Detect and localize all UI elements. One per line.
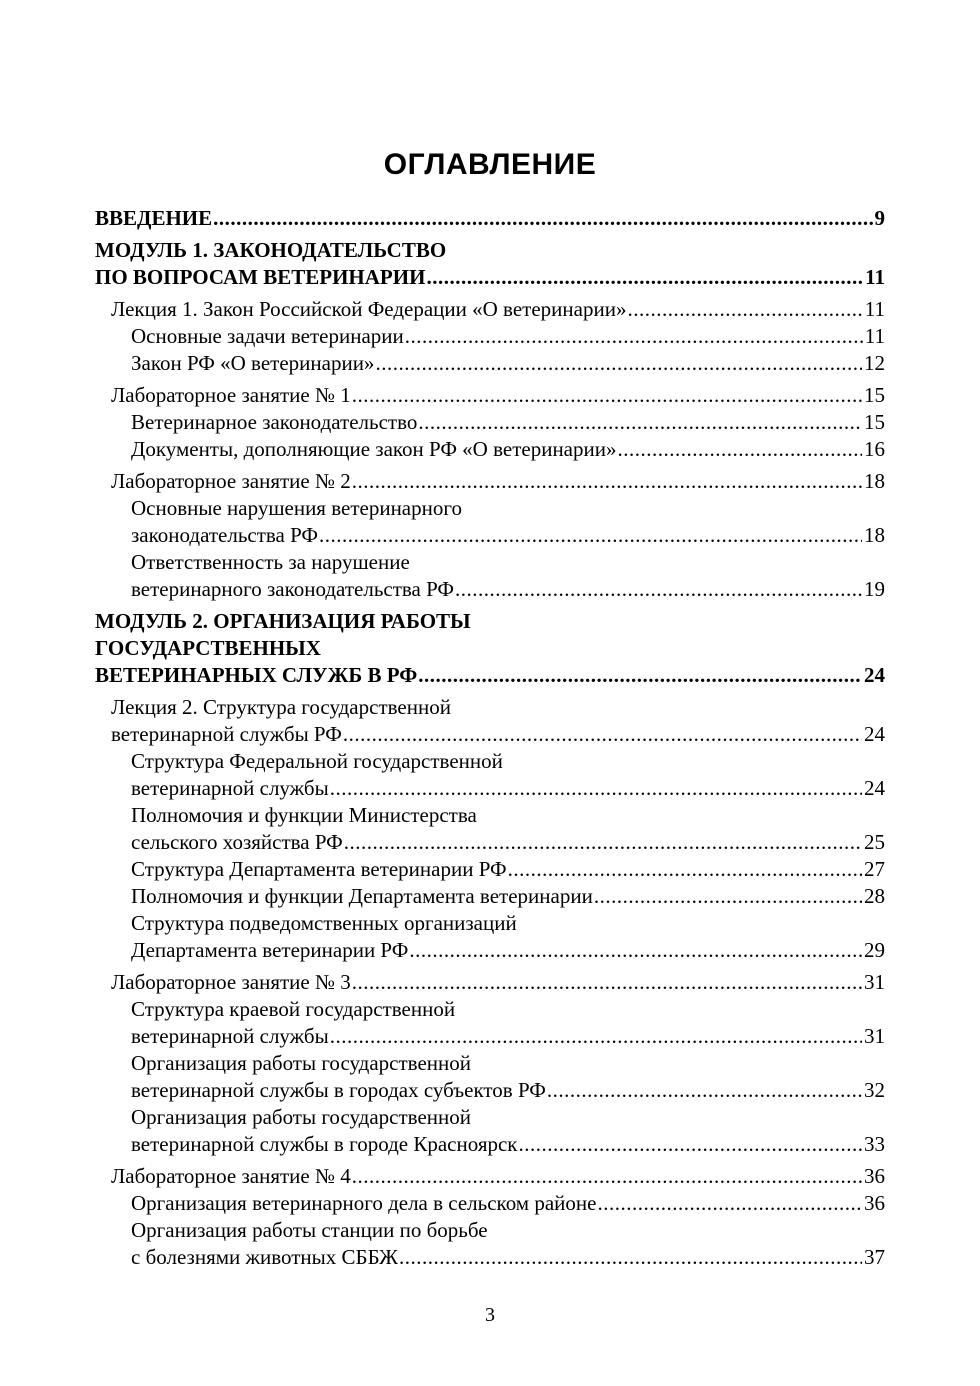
toc-entry — [95, 608, 885, 689]
toc-entry — [95, 969, 885, 996]
toc-entry-text: ГОСУДАРСТВЕННЫХ — [95, 636, 321, 660]
toc-entry-page: 18 — [864, 523, 885, 547]
toc-entry-page: 31 — [864, 1024, 885, 1048]
toc-entry-text: МОДУЛЬ 1. ЗАКОНОДАТЕЛЬСТВО — [95, 238, 447, 262]
toc-entry — [95, 296, 885, 323]
toc-entry-page: 24 — [864, 663, 885, 687]
toc-entry-text: Лабораторное занятие № 1 — [111, 383, 351, 407]
toc-entry — [95, 1217, 885, 1271]
toc-entry — [95, 382, 885, 409]
toc-entry-text: ветеринарной службы в городах субъектов РФ — [131, 1078, 546, 1102]
toc-entry — [95, 1104, 885, 1158]
toc-entry — [95, 237, 885, 291]
toc-entry — [95, 1050, 885, 1104]
toc-entry-page: 27 — [864, 857, 885, 881]
toc-entry-text: ветеринарной службы в городе Красноярск — [131, 1132, 518, 1156]
toc-entry-page: 19 — [864, 577, 885, 601]
toc-entry-page: 32 — [864, 1078, 885, 1102]
toc-entry — [95, 694, 885, 748]
dot-leader — [344, 829, 862, 856]
toc-entry-text: Организация ветеринарного дела в сельском районе — [131, 1191, 597, 1215]
toc-entry-text: ВВЕДЕНИЕ — [95, 206, 213, 230]
dot-leader — [426, 264, 863, 291]
toc-entry-text: ВЕТЕРИНАРНЫХ СЛУЖБ В РФ — [95, 663, 418, 687]
toc-entry-page: 36 — [864, 1164, 885, 1188]
dot-leader — [597, 1190, 862, 1217]
dot-leader — [330, 1023, 862, 1050]
dot-leader — [594, 883, 862, 910]
page-title: ОГЛАВЛЕНИЕ — [383, 148, 597, 181]
toc-entry — [95, 856, 885, 883]
toc-entry-page: 33 — [864, 1132, 885, 1156]
dot-leader — [519, 1131, 862, 1158]
toc-entry-page: 9 — [874, 206, 885, 230]
dot-leader — [405, 323, 863, 350]
toc-entry-text: законодательства РФ — [131, 523, 319, 547]
dot-leader — [617, 436, 862, 463]
toc-entry — [95, 495, 885, 549]
toc-entry-page: 37 — [864, 1245, 885, 1269]
toc-entry-text: Организация работы станции по борьбе — [131, 1218, 488, 1242]
toc-entry-text: Основные нарушения ветеринарного — [131, 496, 462, 520]
toc-entry — [95, 409, 885, 436]
dot-leader — [547, 1077, 862, 1104]
toc-entry-page: 11 — [864, 297, 885, 321]
toc-entry-text: с болезнями животных СББЖ — [131, 1245, 398, 1269]
toc-entry — [95, 468, 885, 495]
toc-entry-text: Лекция 2. Структура государственной — [111, 695, 451, 719]
toc-entry — [95, 436, 885, 463]
toc-entry-text: Основные задачи ветеринарии — [131, 324, 404, 348]
toc-entry-page: 36 — [864, 1191, 885, 1215]
toc-entry — [95, 802, 885, 856]
dot-leader — [343, 721, 862, 748]
toc-entry-text: Структура подведомственных организаций — [131, 911, 517, 935]
dot-leader — [508, 856, 862, 883]
toc-entry-text: Организация работы государственной — [131, 1105, 472, 1129]
toc-entry-text: Лабораторное занятие № 2 — [111, 469, 351, 493]
toc-entry — [95, 1163, 885, 1190]
page-number: 3 — [485, 1304, 495, 1326]
toc-entry-text: Структура Федеральной государственной — [131, 749, 503, 773]
dot-leader — [330, 775, 862, 802]
toc-entry-page: 15 — [864, 383, 885, 407]
toc-entry-text: Департамента ветеринарии РФ — [131, 938, 409, 962]
toc-entry-text: Полномочия и функции Департамента ветеринарии — [131, 884, 593, 908]
dot-leader — [352, 969, 862, 996]
dot-leader — [352, 382, 862, 409]
toc-entry-text: Ответственность за нарушение — [131, 550, 410, 574]
table-of-contents — [95, 205, 885, 1271]
toc-entry-text: Закон РФ «О ветеринарии» — [131, 351, 375, 375]
dot-leader — [409, 937, 862, 964]
toc-entry-text: Полномочия и функции Министерства — [131, 803, 477, 827]
toc-entry-page: 31 — [864, 970, 885, 994]
toc-entry-text: Лабораторное занятие № 4 — [111, 1164, 351, 1188]
toc-entry-text: Документы, дополняющие закон РФ «О ветеринарии» — [131, 437, 617, 461]
toc-entry-text: ветеринарной службы — [131, 1024, 329, 1048]
toc-entry — [95, 1190, 885, 1217]
toc-entry-page: 11 — [864, 324, 885, 348]
dot-leader — [399, 1244, 862, 1271]
toc-entry-text: ветеринарной службы — [131, 776, 329, 800]
toc-entry-text: ветеринарной службы РФ — [111, 722, 342, 746]
dot-leader — [319, 522, 862, 549]
toc-entry-page: 11 — [865, 265, 885, 289]
toc-entry-page: 24 — [864, 776, 885, 800]
dot-leader — [352, 468, 862, 495]
toc-entry-page: 12 — [864, 351, 885, 375]
toc-entry-text: МОДУЛЬ 2. ОРГАНИЗАЦИЯ РАБОТЫ — [95, 609, 471, 633]
toc-entry-page: 16 — [864, 437, 885, 461]
dot-leader — [352, 1163, 862, 1190]
toc-entry — [95, 748, 885, 802]
toc-entry — [95, 883, 885, 910]
toc-entry-page: 24 — [864, 722, 885, 746]
toc-entry-text: Лекция 1. Закон Российской Федерации «О ветеринарии» — [111, 297, 627, 321]
toc-entry-text: Лабораторное занятие № 3 — [111, 970, 351, 994]
toc-entry — [95, 910, 885, 964]
toc-entry-text: сельского хозяйства РФ — [131, 830, 343, 854]
toc-entry-text: Структура краевой государственной — [131, 997, 456, 1021]
toc-entry-page: 18 — [864, 469, 885, 493]
toc-entry — [95, 549, 885, 603]
toc-entry — [95, 205, 885, 232]
toc-entry-text: ветеринарного законодательства РФ — [131, 577, 455, 601]
dot-leader — [455, 576, 862, 603]
dot-leader — [627, 296, 862, 323]
toc-entry — [95, 350, 885, 377]
toc-entry-text: Ветеринарное законодательство — [131, 410, 418, 434]
dot-leader — [418, 409, 862, 436]
toc-entry-text: Структура Департамента ветеринарии РФ — [131, 857, 507, 881]
toc-entry-page: 28 — [864, 884, 885, 908]
dot-leader — [213, 205, 872, 232]
toc-entry — [95, 996, 885, 1050]
toc-entry-text: ПО ВОПРОСАМ ВЕТЕРИНАРИИ — [95, 265, 426, 289]
dot-leader — [375, 350, 862, 377]
toc-entry-page: 15 — [864, 410, 885, 434]
toc-entry-text: Организация работы государственной — [131, 1051, 472, 1075]
dot-leader — [418, 662, 862, 689]
toc-entry — [95, 323, 885, 350]
toc-entry-page: 25 — [864, 830, 885, 854]
toc-entry-page: 29 — [864, 938, 885, 962]
